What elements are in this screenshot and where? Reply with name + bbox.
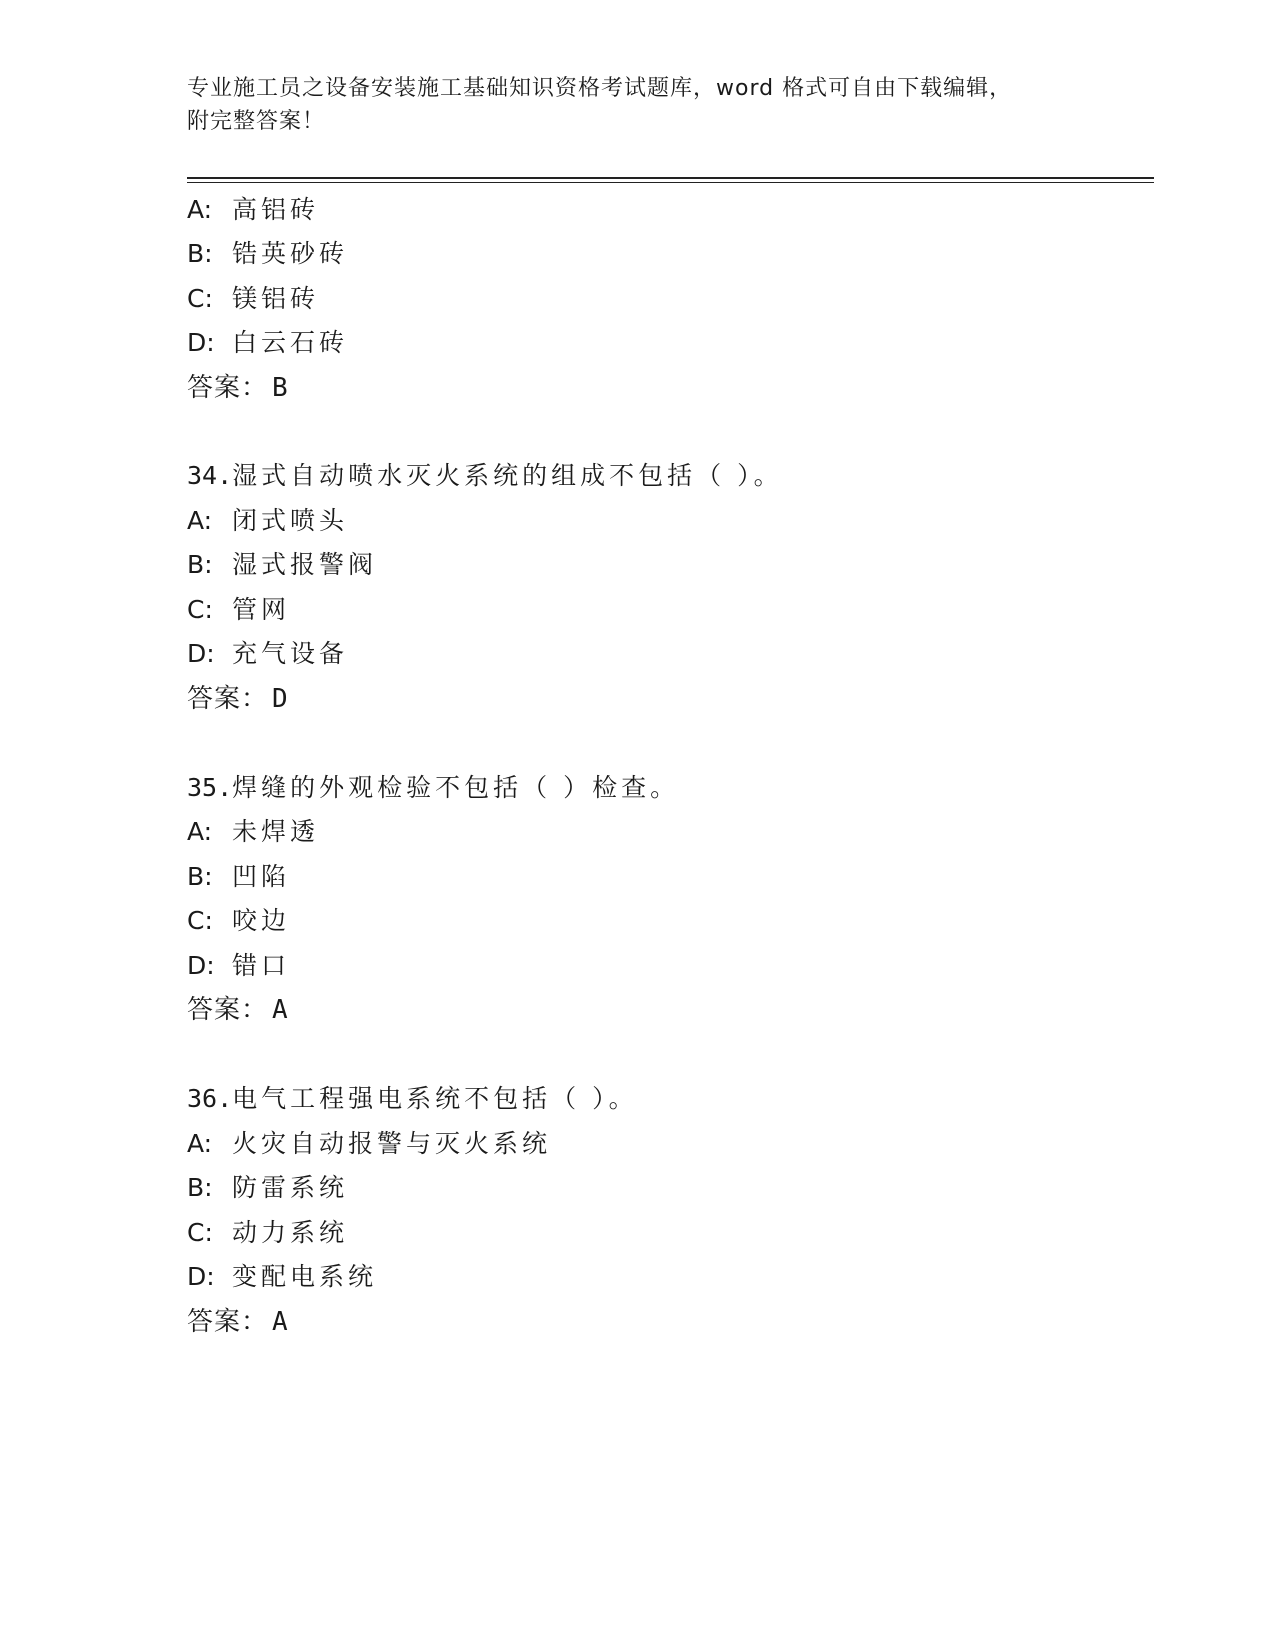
option-a: A: 火灾自动报警与灭火系统: [187, 1129, 552, 1158]
option-a: A: 高铝砖: [187, 195, 320, 224]
question-stem: 36.电气工程强电系统不包括（ ）。: [187, 1084, 638, 1113]
option-c: C: 咬边: [187, 906, 291, 935]
header-line-2: 附完整答案！: [187, 109, 326, 134]
option-d: D: 错口: [187, 951, 291, 980]
question-stem: 34.湿式自动喷水灭火系统的组成不包括（ ）。: [187, 461, 783, 490]
document-header: [187, 72, 1087, 138]
header-divider-thin: [187, 182, 1154, 183]
answer-line: 答案： A: [187, 995, 289, 1025]
question-stem: 35.焊缝的外观检验不包括（ ）检查。: [187, 773, 680, 802]
option-b: B: 凹陷: [187, 862, 291, 891]
option-a: A: 闭式喷头: [187, 506, 349, 535]
option-c: C: 动力系统: [187, 1218, 349, 1247]
option-d: D: 变配电系统: [187, 1262, 378, 1291]
header-line-1: 专业施工员之设备安装施工基础知识资格考试题库，word 格式可自由下载编辑，: [187, 76, 1013, 101]
option-b: B: 湿式报警阀: [187, 550, 378, 579]
answer-line: 答案： D: [187, 684, 289, 714]
option-c: C: 管网: [187, 595, 291, 624]
option-c: C: 镁铝砖: [187, 284, 320, 313]
option-d: D: 白云石砖: [187, 328, 349, 357]
option-b: B: 防雷系统: [187, 1173, 349, 1202]
option-a: A: 未焊透: [187, 817, 320, 846]
answer-line: 答案： B: [187, 373, 289, 403]
answer-line: 答案： A: [187, 1307, 289, 1337]
option-b: B: 锆英砂砖: [187, 239, 349, 268]
option-d: D: 充气设备: [187, 639, 349, 668]
header-divider-thick: [187, 177, 1154, 179]
